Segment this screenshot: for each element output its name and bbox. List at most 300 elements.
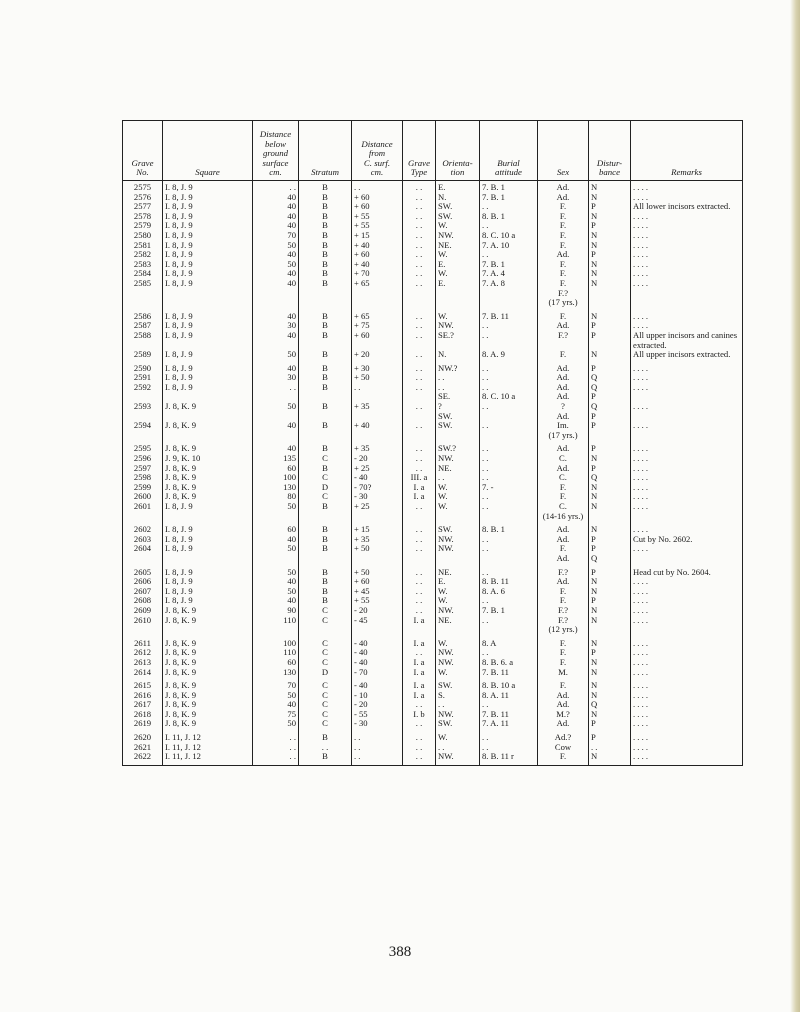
cell-line: W. [438, 250, 448, 260]
cell-sex [538, 700, 589, 710]
cell-line: P [591, 250, 596, 260]
cell-stratum [299, 710, 352, 720]
cell-grave [123, 421, 163, 440]
cell-stratum [299, 587, 352, 597]
cell-stratum [299, 331, 352, 350]
cell-line: I. 8, J. 9 [165, 350, 193, 360]
cell-line: I. 8, J. 9 [165, 240, 193, 250]
cell-type [403, 231, 436, 241]
column-header-remarks [631, 121, 743, 181]
cell-line: + 70 [354, 269, 370, 279]
cell-line: F.? [557, 605, 569, 615]
header-row [123, 121, 743, 181]
cell-line: Ad. [556, 700, 570, 710]
cell-square [163, 544, 253, 563]
cell-dist [352, 587, 403, 597]
cell-line: N [591, 492, 598, 502]
cell-depth [253, 421, 299, 440]
cell-depth [253, 639, 299, 649]
cell-depth [253, 733, 299, 743]
table-row [123, 279, 743, 308]
cell-sex [538, 668, 589, 678]
cell-line: . . . . [633, 259, 649, 269]
cell-line: 40 [287, 250, 296, 260]
cell-line: B [322, 596, 328, 606]
cell-sex [538, 421, 589, 440]
column-header-burial [480, 121, 538, 181]
cell-line: 2599 [133, 482, 152, 492]
cell-burial [480, 544, 538, 563]
column-header-line: below [264, 138, 286, 149]
table-row [123, 743, 743, 753]
cell-square [163, 231, 253, 241]
cell-line: . . . . [633, 690, 649, 700]
cell-line: - 30 [354, 492, 368, 502]
cell-type [403, 221, 436, 231]
cell-depth [253, 606, 299, 616]
cell-line: F. [559, 350, 567, 360]
cell-line: SW. [438, 525, 453, 535]
cell-line: 50 [287, 240, 296, 250]
cell-square [163, 321, 253, 331]
table-row [123, 606, 743, 616]
cell-line: I. a [413, 492, 425, 502]
cell-line: 2587 [133, 321, 152, 331]
cell-stratum [299, 279, 352, 308]
cell-grave [123, 710, 163, 720]
cell-line: Q [591, 402, 598, 412]
cell-line: F. [559, 482, 567, 492]
table-row [123, 241, 743, 251]
cell-depth [253, 568, 299, 578]
cell-line: 2580 [133, 230, 152, 240]
cell-line: . . [482, 596, 489, 606]
cell-depth [253, 596, 299, 606]
cell-grave [123, 743, 163, 753]
cell-line: C. [559, 502, 567, 511]
table-row [123, 260, 743, 270]
cell-disturb [589, 350, 631, 360]
cell-square [163, 577, 253, 587]
cell-line: N [591, 502, 598, 511]
cell-line: J. 8, K. 9 [165, 605, 197, 615]
cell-dist [352, 464, 403, 474]
cell-remarks [631, 743, 743, 753]
cell-line: . . . . [633, 752, 649, 762]
table-row [123, 454, 743, 464]
cell-line: . . . . [633, 373, 649, 383]
cell-disturb [589, 193, 631, 203]
cell-remarks [631, 193, 743, 203]
cell-square [163, 535, 253, 545]
cell-burial [480, 193, 538, 203]
cell-dist [352, 525, 403, 535]
cell-line: W. [438, 311, 448, 321]
cell-burial [480, 402, 538, 421]
cell-line: . . [591, 742, 598, 752]
cell-line: I. 8, J. 9 [165, 259, 193, 269]
cell-line: 8. A. 9 [482, 350, 505, 360]
column-header-line: Type [410, 167, 428, 178]
cell-burial [480, 260, 538, 270]
cell-line: . . [415, 192, 423, 202]
column-header-line: Orienta- [442, 157, 473, 168]
cell-line: I. 8, J. 9 [165, 321, 193, 331]
cell-line: . . [415, 221, 423, 231]
cell-dist [352, 421, 403, 440]
cell-line: J. 8, K. 9 [165, 463, 197, 473]
cell-stratum [299, 691, 352, 701]
cell-depth [253, 719, 299, 729]
cell-line: I. a [413, 638, 425, 648]
cell-grave [123, 752, 163, 765]
cell-line: 100 [283, 638, 296, 648]
page-edge [790, 0, 800, 1012]
cell-dist [352, 193, 403, 203]
cell-line: 2617 [133, 700, 152, 710]
column-header-type [403, 121, 436, 181]
cell-line: B [322, 278, 328, 288]
cell-burial [480, 691, 538, 701]
cell-orient [436, 596, 480, 606]
cell-line: . . . . [633, 278, 649, 288]
cell-line: B [322, 382, 328, 392]
cell-line: . . [289, 182, 296, 192]
cell-line: - 40 [354, 657, 368, 667]
cell-line: C [322, 700, 328, 710]
cell-burial [480, 668, 538, 678]
cell-line: 7. A. 8 [482, 278, 505, 288]
cell-remarks [631, 279, 743, 308]
cell-orient [436, 473, 480, 483]
cell-sex [538, 464, 589, 474]
cell-line: NW. [438, 534, 454, 544]
cell-disturb [589, 373, 631, 383]
cell-line: SW. [438, 202, 453, 212]
cell-line: + 55 [354, 221, 370, 231]
cell-square [163, 700, 253, 710]
cell-line: B [322, 259, 328, 269]
table-row [123, 473, 743, 483]
cell-line: + 55 [354, 596, 370, 606]
cell-burial [480, 587, 538, 597]
cell-line: B [322, 544, 328, 554]
cell-grave [123, 733, 163, 743]
cell-dist [352, 241, 403, 251]
cell-line: . . . . [633, 444, 649, 454]
cell-line: - 10 [354, 690, 368, 700]
cell-dist [352, 321, 403, 331]
cell-orient [436, 312, 480, 322]
cell-line: I. 11, J. 12 [165, 733, 201, 743]
table-row [123, 752, 743, 765]
cell-line: . . [482, 544, 489, 554]
cell-line: . . [415, 311, 423, 321]
cell-line: + 55 [354, 211, 370, 221]
cell-line: C [322, 648, 328, 658]
column-header-line: ground [262, 148, 289, 159]
cell-dist [352, 596, 403, 606]
cell-line: B [322, 577, 328, 587]
cell-line: F. [559, 259, 567, 269]
cell-line: . . [415, 733, 423, 743]
cell-grave [123, 269, 163, 279]
cell-sex [538, 587, 589, 597]
cell-orient [436, 681, 480, 691]
cell-square [163, 373, 253, 383]
cell-burial [480, 616, 538, 635]
cell-type [403, 483, 436, 493]
cell-line: F.? [557, 330, 569, 340]
cell-line: P [591, 544, 596, 554]
cell-line: J. 9, K. 10 [165, 454, 201, 464]
cell-line: Ad. [556, 363, 570, 373]
cell-grave [123, 212, 163, 222]
cell-line: . . [482, 502, 489, 511]
cell-grave [123, 700, 163, 710]
cell-line: 2583 [133, 259, 152, 269]
cell-line: 2596 [133, 454, 152, 464]
cell-type [403, 373, 436, 383]
cell-depth [253, 402, 299, 421]
cell-grave [123, 402, 163, 421]
cell-line: B [322, 230, 328, 240]
column-header-dist [352, 121, 403, 181]
cell-grave [123, 544, 163, 563]
table-row [123, 668, 743, 678]
cell-line: I. 8, J. 9 [165, 373, 193, 383]
column-header-depth [253, 121, 299, 181]
cell-line: . . . . [633, 182, 649, 192]
cell-line: SW.? [438, 444, 457, 454]
cell-type [403, 260, 436, 270]
cell-line: E. [438, 278, 446, 288]
cell-depth [253, 577, 299, 587]
cell-stratum [299, 483, 352, 493]
cell-dist [352, 668, 403, 678]
cell-line: I. 8, J. 9 [165, 382, 193, 392]
cell-stratum [299, 616, 352, 635]
cell-line: W. [438, 502, 448, 511]
cell-burial [480, 444, 538, 454]
cell-line: . . [415, 719, 423, 729]
cell-dist [352, 577, 403, 587]
cell-line: . . [482, 463, 489, 473]
cell-line: . . [482, 615, 489, 625]
table-row [123, 639, 743, 649]
cell-line: . . . . [633, 250, 649, 260]
cell-burial [480, 719, 538, 729]
cell-sex [538, 568, 589, 578]
cell-depth [253, 231, 299, 241]
cell-dist [352, 544, 403, 563]
cell-line: 80 [287, 492, 296, 502]
cell-line: + 60 [354, 202, 370, 212]
cell-line: 40 [287, 269, 296, 279]
table-row [123, 321, 743, 331]
cell-line: + 35 [354, 534, 370, 544]
cell-disturb [589, 502, 631, 521]
cell-type [403, 181, 436, 193]
cell-line: 2615 [133, 681, 152, 691]
cell-line: Ad. [556, 552, 570, 563]
cell-depth [253, 658, 299, 668]
cell-stratum [299, 250, 352, 260]
cell-sex [538, 454, 589, 464]
cell-burial [480, 321, 538, 331]
cell-square [163, 212, 253, 222]
cell-stratum [299, 402, 352, 421]
cell-sex [538, 221, 589, 231]
cell-orient [436, 648, 480, 658]
cell-line: 8. C. 10 a [482, 391, 516, 402]
cell-dist [352, 279, 403, 308]
cell-remarks [631, 492, 743, 502]
cell-line: C [322, 709, 328, 719]
cell-dist [352, 231, 403, 241]
cell-line: 2601 [133, 502, 152, 511]
cell-line: . . . . [633, 667, 649, 677]
cell-line: . . . . [633, 586, 649, 596]
cell-type [403, 444, 436, 454]
cell-stratum [299, 421, 352, 440]
cell-grave [123, 221, 163, 231]
cell-remarks [631, 250, 743, 260]
cell-stratum [299, 444, 352, 454]
cell-burial [480, 502, 538, 521]
cell-disturb [589, 719, 631, 729]
cell-line: J. 8, K. 9 [165, 667, 197, 677]
cell-depth [253, 250, 299, 260]
cell-line: 30 [287, 321, 296, 331]
cell-grave [123, 193, 163, 203]
cell-line: 2591 [133, 373, 152, 383]
cell-disturb [589, 241, 631, 251]
cell-square [163, 331, 253, 350]
cell-remarks [631, 658, 743, 668]
cell-line: N [591, 615, 598, 625]
cell-disturb [589, 577, 631, 587]
cell-line: F. [559, 492, 567, 502]
cell-type [403, 502, 436, 521]
cell-orient [436, 587, 480, 597]
cell-remarks [631, 535, 743, 545]
cell-depth [253, 364, 299, 374]
cell-square [163, 587, 253, 597]
cell-dist [352, 733, 403, 743]
cell-line: 2604 [133, 544, 152, 554]
cell-line: . . [415, 259, 423, 269]
cell-square [163, 658, 253, 668]
cell-line: . . [415, 402, 423, 412]
cell-line: 50 [287, 402, 296, 412]
cell-line: 2608 [133, 596, 152, 606]
column-header-line: Distance [361, 138, 393, 149]
cell-line: B [322, 463, 328, 473]
cell-stratum [299, 700, 352, 710]
cell-line: N [591, 586, 598, 596]
cell-line: 2582 [133, 250, 152, 260]
cell-sex [538, 202, 589, 212]
cell-line: . . . . [633, 502, 649, 511]
table-row [123, 202, 743, 212]
cell-line: C [322, 454, 328, 464]
cell-type [403, 250, 436, 260]
cell-stratum [299, 719, 352, 729]
cell-line: . . [321, 742, 329, 752]
cell-line: 2581 [133, 240, 152, 250]
cell-orient [436, 658, 480, 668]
cell-square [163, 269, 253, 279]
cell-disturb [589, 535, 631, 545]
cell-line: . . [482, 700, 489, 710]
cell-line: J. 8, K. 9 [165, 690, 197, 700]
cell-remarks [631, 483, 743, 493]
cell-depth [253, 373, 299, 383]
column-header-line: Distance [259, 129, 292, 140]
cell-line: . . [438, 382, 445, 392]
cell-line: extracted. [633, 339, 667, 350]
cell-burial [480, 221, 538, 231]
cell-depth [253, 383, 299, 402]
cell-depth [253, 587, 299, 597]
column-header-stratum [299, 121, 352, 181]
cell-line: W. [438, 221, 448, 231]
cell-line: 2610 [133, 615, 152, 625]
cell-line: 8. B. 10 a [482, 681, 516, 691]
cell-line: I. 8, J. 9 [165, 211, 193, 221]
cell-line: J. 8, K. 9 [165, 482, 197, 492]
table-row [123, 658, 743, 668]
cell-square [163, 483, 253, 493]
cell-line: NW. [438, 648, 454, 658]
cell-stratum [299, 502, 352, 521]
cell-line: 2589 [133, 350, 152, 360]
cell-orient [436, 691, 480, 701]
cell-stratum [299, 668, 352, 678]
cell-stratum [299, 473, 352, 483]
cell-line: 2612 [133, 648, 152, 658]
cell-line: Q [591, 382, 598, 392]
cell-line: I. a [413, 615, 425, 625]
cell-burial [480, 525, 538, 535]
cell-line: I. 8, J. 9 [165, 534, 193, 544]
cell-line: + 35 [354, 444, 370, 454]
cell-line: J. 8, K. 9 [165, 719, 197, 729]
cell-line: P [591, 444, 596, 454]
cell-line: 40 [287, 311, 296, 321]
cell-orient [436, 492, 480, 502]
cell-line: . . . . [633, 577, 649, 587]
cell-orient [436, 193, 480, 203]
cell-line: . . [415, 463, 423, 473]
cell-line: 8. C. 10 a [482, 230, 516, 240]
cell-line: W. [438, 733, 448, 743]
cell-sex [538, 492, 589, 502]
cell-line: 110 [283, 615, 296, 625]
cell-burial [480, 383, 538, 402]
cell-disturb [589, 212, 631, 222]
cell-line: . . . . [633, 733, 649, 743]
column-header-line: Square [195, 167, 220, 178]
cell-square [163, 492, 253, 502]
cell-line: + 50 [354, 567, 370, 577]
cell-grave [123, 250, 163, 260]
cell-burial [480, 250, 538, 260]
cell-line: I. a [413, 667, 425, 677]
cell-line: . . [415, 230, 423, 240]
cell-dist [352, 743, 403, 753]
